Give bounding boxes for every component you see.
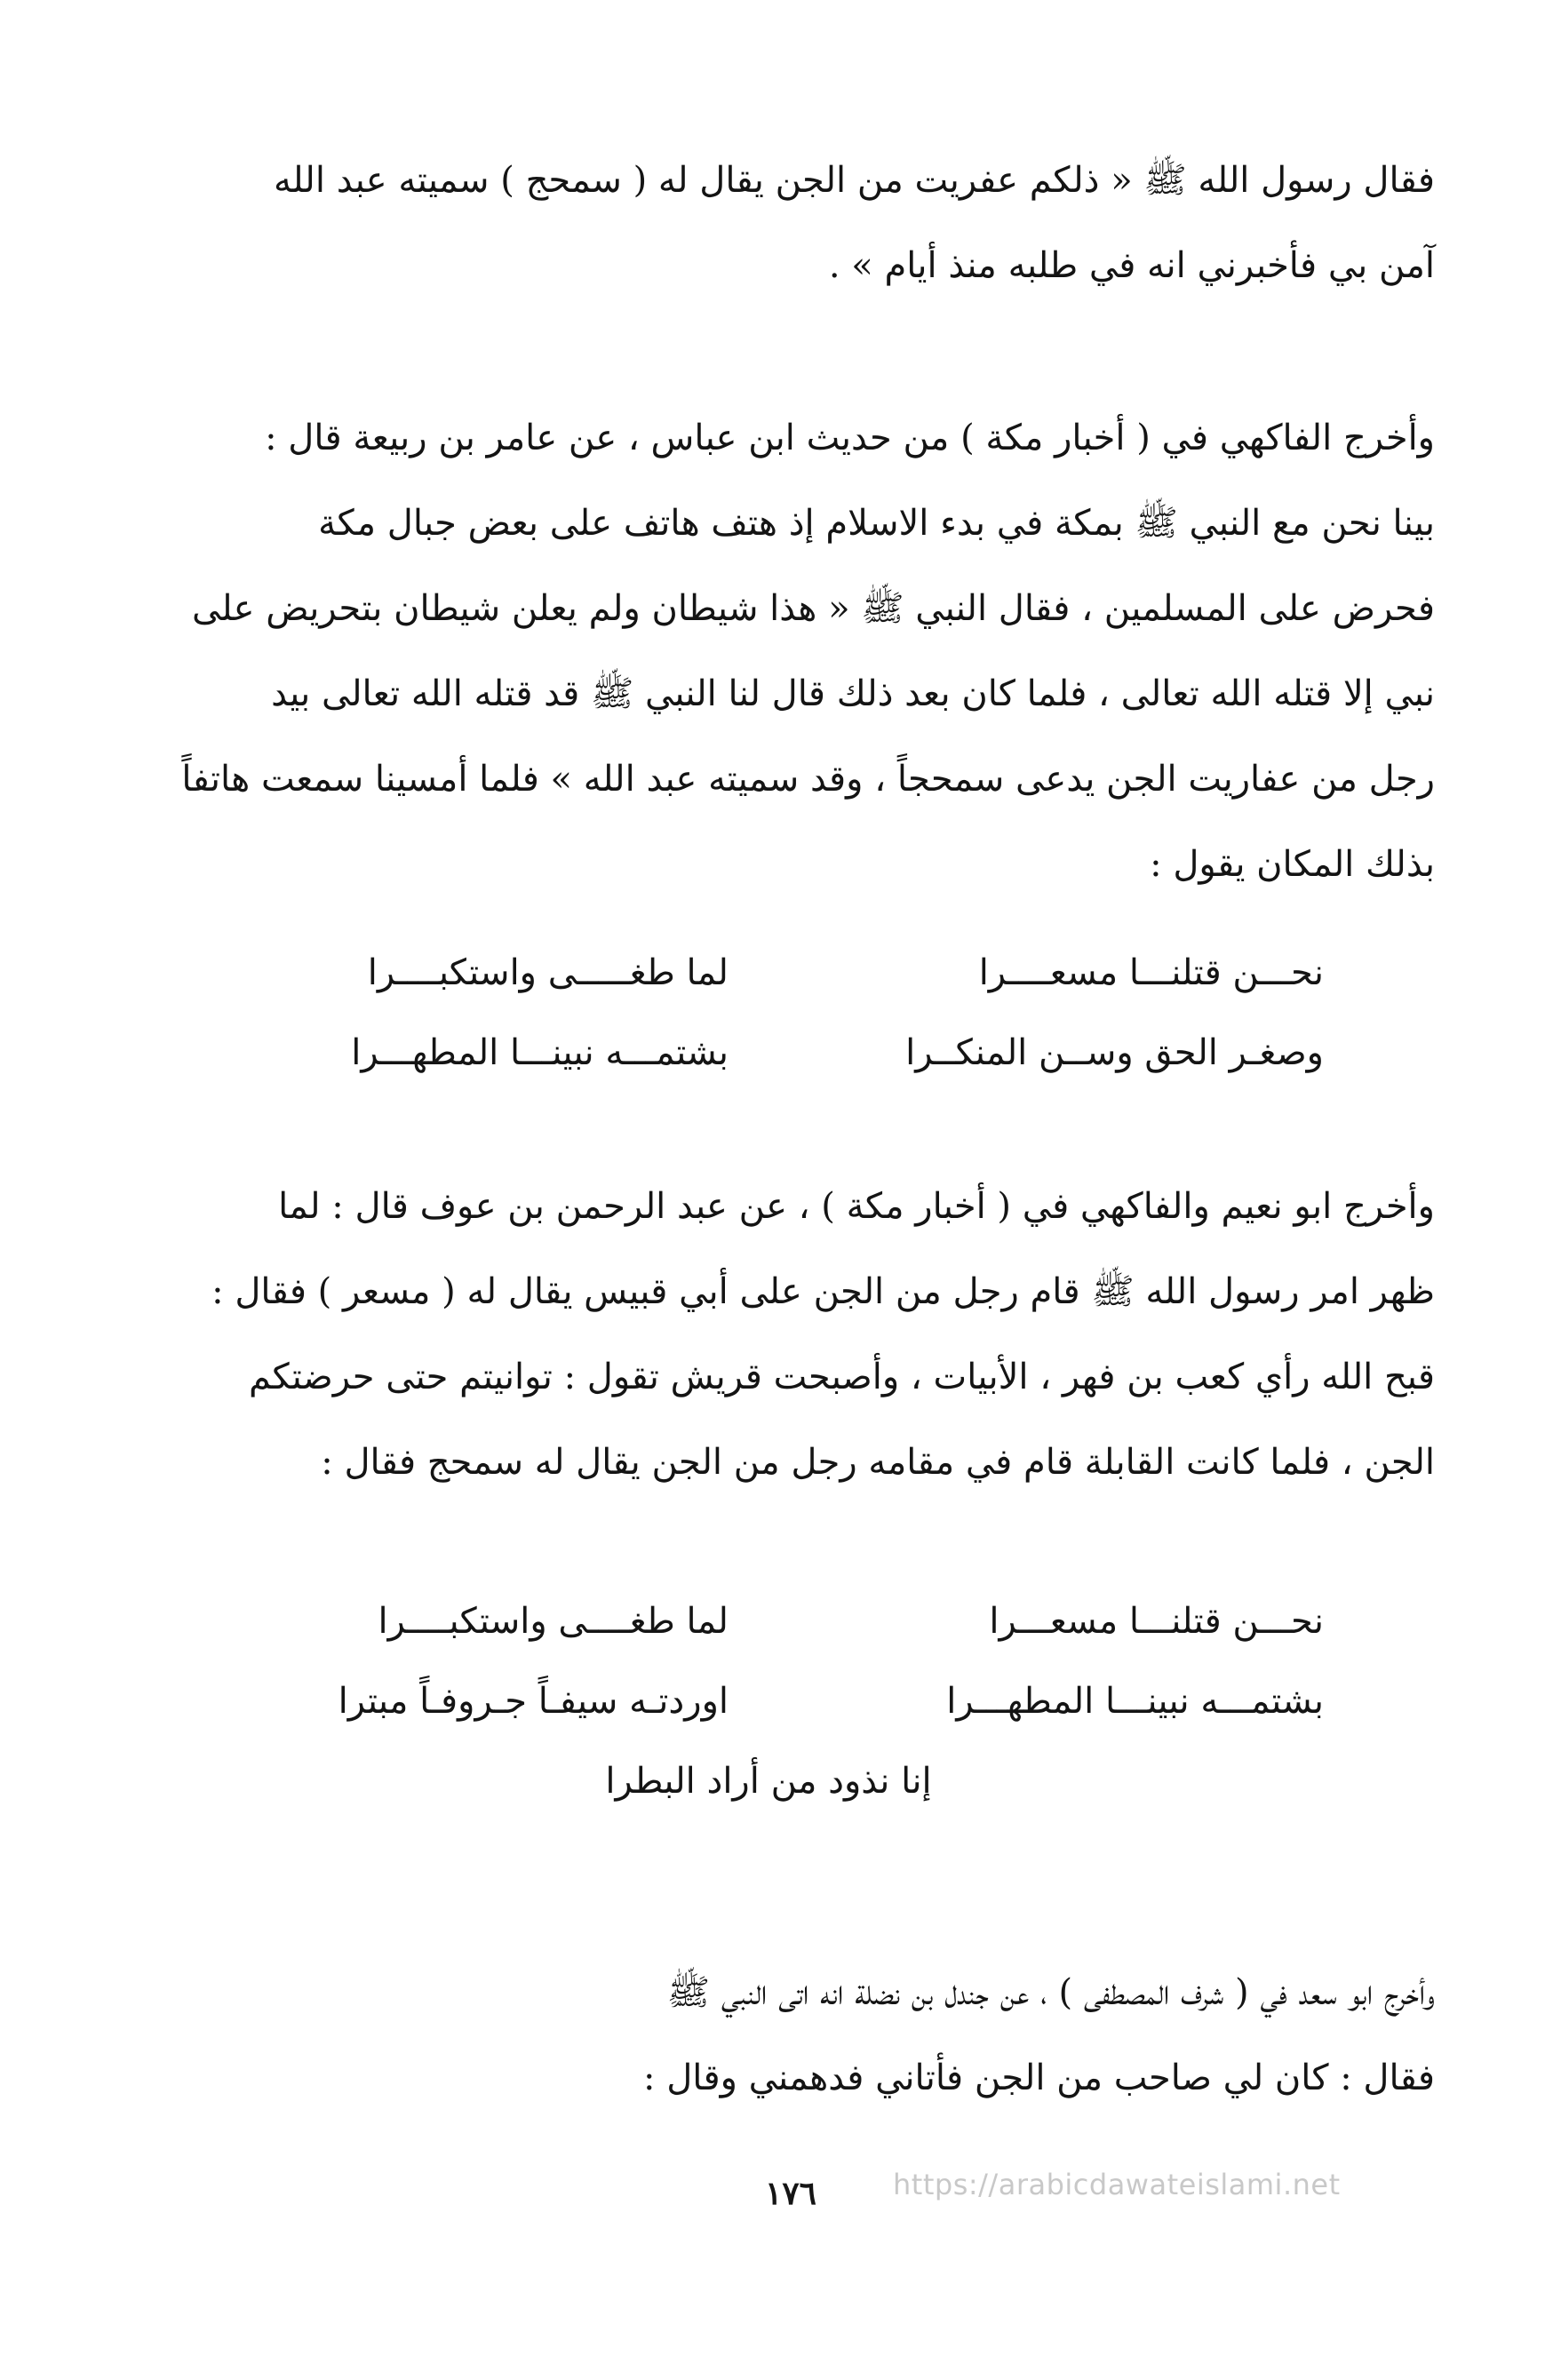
text-line: آمن بي فأخبرني انه في طلبه منذ أيام » . [828,245,1435,286]
verse-first-half: وصغـر الحق وســن المنكــرا [905,1032,1324,1073]
text-line: فقال : كان لي صاحب من الجن فأتاني فدهمني وقال : [643,2058,1435,2098]
paragraph-4 [120,1950,1435,2121]
text-line: بينا نحن مع النبي ﷺ بمكة في بدء الاسلام إذ هتف هاتف على بعض جبال مكة [318,503,1435,544]
text-line: قبح الله رأي كعب بن فهر ، الأبيات ، وأصبحت قريش تقول : توانيتم حتى حرضتكم [248,1357,1435,1397]
text-line: ظهر امر رسول الله ﷺ قام رجل من الجن على أبي قبيس يقال له ( مسعر ) فقال : [211,1271,1435,1312]
verse-second-half: لما طغــــى واستكبــــرا [378,1601,729,1642]
verse-first-half: بشتمـــه نبينـــا المطهـــرا [946,1681,1324,1722]
verse-second-half: بشتمـــه نبينـــا المطهـــرا [351,1032,729,1073]
text-line: بذلك المكان يقول : [1150,844,1435,885]
text-line: فقال رسول الله ﷺ « ذلكم عفريت من الجن يقال له ( سمحج ) سميته عبد الله [273,160,1435,201]
poem-verse [213,1661,1324,1741]
verse-first-half: نحـــن قتلنـــا مسعـــرا [989,1601,1324,1642]
text-line: رجل من عفاريت الجن يدعى سمحجاً ، وقد سميته عبد الله » فلما أمسينا سمعت هاتفاً [181,759,1435,800]
verse-first-half: نحـــن قتلنـــا مسعــــرا [978,952,1324,993]
verse-second-half: اوردتـه سيفـاً جـروفـاً مبترا [338,1681,729,1722]
poem-verse [213,1013,1324,1093]
text-line: فحرض على المسلمين ، فقال النبي ﷺ « هذا شيطان ولم يعلن شيطان بتحريض على [192,588,1435,629]
watermark-url: https://arabicdawateislami.net [893,2168,1341,2201]
text-line: نبي إلا قتله الله تعالى ، فلما كان بعد ذلك قال لنا النبي ﷺ قد قتله الله تعالى بيد [271,673,1435,714]
page-number: ١٧٦ [764,2175,816,2212]
paragraph-1 [120,138,1435,308]
text-line: وأخرج الفاكهي في ( أخبار مكة ) من حديث ابن عباس ، عن عامر بن ربيعة قال : [265,418,1435,458]
poem-verse-final [213,1741,1324,1821]
verse-single: إنا نذود من أراد البطرا [605,1761,932,1802]
verse-second-half: لما طغـــــى واستكبــــرا [367,952,729,993]
paragraph-3 [120,1164,1435,1505]
text-line: الجن ، فلما كانت القابلة قام في مقامه رجل من الجن يقال له سمحج فقال : [321,1442,1435,1483]
text-line: وأخرج ابو نعيم والفاكهي في ( أخبار مكة ) ، عن عبد الرحمن بن عوف قال : لما [278,1186,1435,1227]
poem-1 [213,933,1324,1093]
text-line: وأخرج ابو سعد في ( شرف المصطفى ) ، عن جندل بن نضلة انه اتى النبي ﷺ [666,1972,1435,2013]
poem-verse [213,1581,1324,1661]
poem-2 [213,1581,1324,1821]
paragraph-2 [120,395,1435,907]
poem-verse [213,933,1324,1013]
